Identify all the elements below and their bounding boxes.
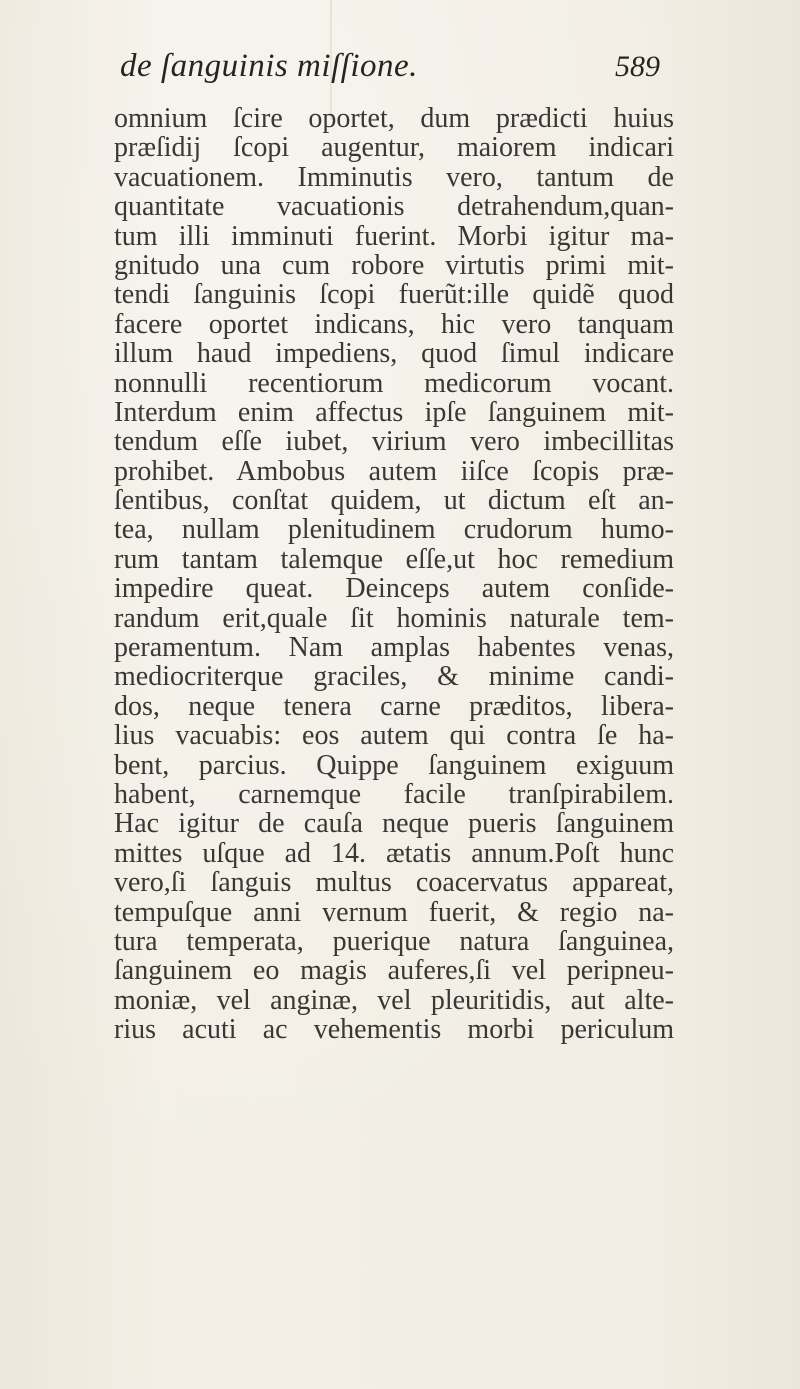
text-line: rius acuti ac vehementis morbi periculum bbox=[114, 1014, 674, 1046]
text-line: Interdum enim affectus ipſe ſanguinem mit- bbox=[114, 396, 674, 428]
text-line: lius vacuabis: eos autem qui contra ſe ha- bbox=[114, 720, 674, 752]
text-line: peramentum. Nam amplas habentes venas, bbox=[114, 632, 674, 664]
text-line: moniæ, vel anginæ, vel pleuritidis, aut alte- bbox=[114, 984, 674, 1016]
text-line: tea, nullam plenitudinem crudorum humo- bbox=[114, 514, 674, 546]
text-line: randum erit,quale ſit hominis naturale tem- bbox=[114, 602, 674, 634]
text-line: tum illi imminuti fuerint. Morbi igitur ma- bbox=[114, 220, 674, 252]
text-line: omnium ſcire oportet, dum prædicti huius bbox=[114, 103, 674, 134]
page-number: 589 bbox=[615, 50, 660, 83]
text-line: quantitate vacuationis detrahendum,quan- bbox=[114, 191, 674, 223]
text-line: gnitudo una cum robore virtutis primi mit- bbox=[114, 249, 674, 281]
running-title: de ſanguinis miſſione. bbox=[120, 48, 418, 84]
text-line: Hac igitur de cauſa neque pueris ſanguinem bbox=[114, 808, 674, 840]
text-line: ſanguinem eo magis auferes,ſi vel peripneu- bbox=[114, 955, 674, 987]
text-line: nonnulli recentiorum medicorum vocant. bbox=[114, 367, 674, 399]
text-line: tendum eſſe iubet, virium vero imbecillitas bbox=[114, 426, 674, 458]
text-line: bent, parcius. Quippe ſanguinem exiguum bbox=[114, 749, 674, 781]
text-line: rum tantam talemque eſſe,ut hoc remedium bbox=[114, 543, 674, 575]
text-line: habent, carnemque facile tranſpirabilem. bbox=[114, 778, 674, 810]
text-line: impedire queat. Deinceps autem conſide- bbox=[114, 573, 674, 605]
text-line: facere oportet indicans, hic vero tanquam bbox=[114, 308, 674, 340]
text-line: illum haud impediens, quod ſimul indicare bbox=[114, 338, 674, 370]
text-line: mittes uſque ad 14. ætatis annum.Poſt hunc bbox=[114, 837, 674, 869]
text-line: tura temperata, puerique natura ſanguinea, bbox=[114, 925, 674, 957]
text-line: vacuationem. Imminutis vero, tantum de bbox=[114, 161, 674, 193]
text-line: præſidij ſcopi augentur, maiorem indicari bbox=[114, 132, 674, 164]
body-text bbox=[114, 104, 674, 1045]
text-line: mediocriterque graciles, & minime candi- bbox=[114, 661, 674, 693]
text-line: tendi ſanguinis ſcopi fuerũt:ille quidẽ quod bbox=[114, 279, 674, 311]
text-line: vero,ſi ſanguis multus coacervatus appareat, bbox=[114, 867, 674, 899]
page-header bbox=[120, 48, 660, 100]
text-line: dos, neque tenera carne præditos, libera- bbox=[114, 690, 674, 722]
text-line: ſentibus, conſtat quidem, ut dictum eſt an- bbox=[114, 485, 674, 517]
text-line: tempuſque anni vernum fuerit, & regio na- bbox=[114, 896, 674, 928]
text-line: prohibet. Ambobus autem iiſce ſcopis præ- bbox=[114, 455, 674, 487]
